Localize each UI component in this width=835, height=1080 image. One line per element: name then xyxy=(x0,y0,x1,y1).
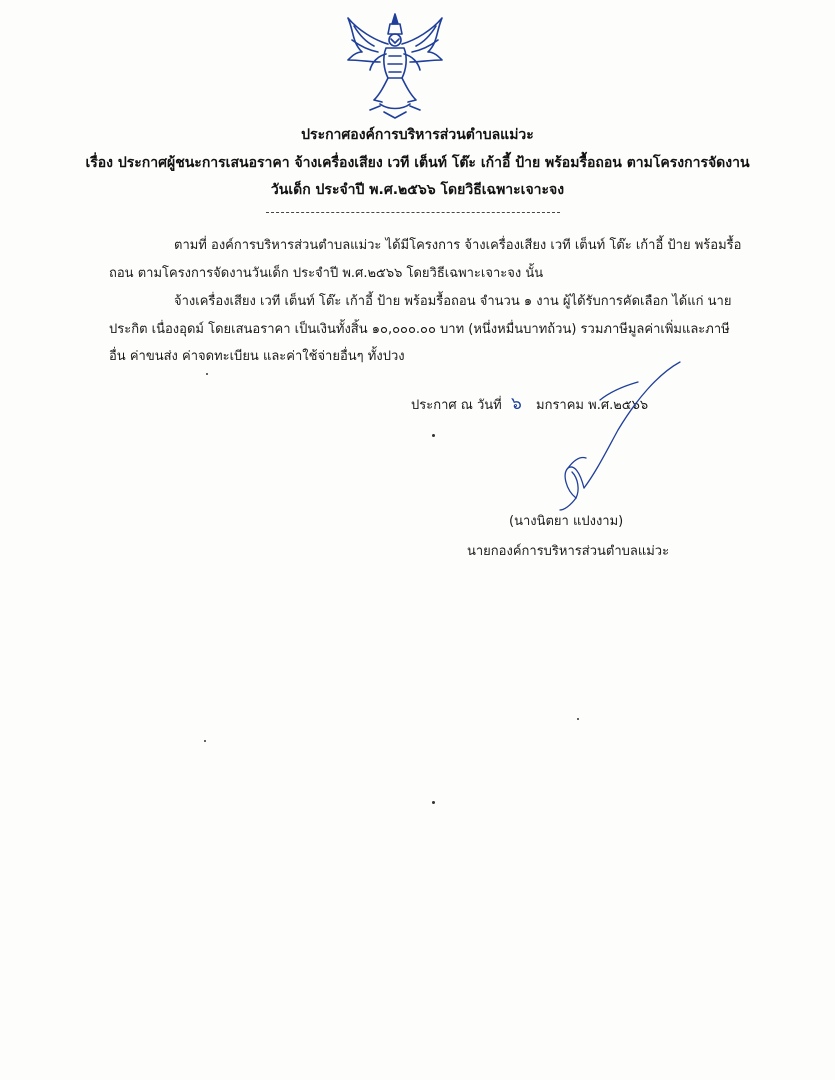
handwritten-signature xyxy=(540,360,710,520)
signer-position: นายกองค์การบริหารส่วนตำบลแม่วะ xyxy=(467,544,670,559)
subject-line-2: วันเด็ก ประจำปี พ.ศ.๒๕๖๖ โดยวิธีเฉพาะเจาะจง xyxy=(270,182,565,198)
scan-speck xyxy=(432,434,435,437)
signer-name: (นางนิตยา แปงงาม) xyxy=(509,514,624,529)
paragraph-2-line-2: ประกิต เนื่องอุดม์ โดยเสนอราคา เป็นเงินทั้งสิ้น ๑๐,๐๐๐.๐๐ บาท (หนึ่งหมื่นบาทถ้วน) รวมภาษีมูลค่าเพิ่มและภาษี xyxy=(109,322,730,337)
scan-speck xyxy=(206,373,208,375)
garuda-emblem-icon xyxy=(340,10,450,120)
paragraph-1-line-2: ถอน ตามโครงการจัดงานวันเด็ก ประจำปี พ.ศ.๒๕๖๖ โดยวิธีเฉพาะเจาะจง นั้น xyxy=(109,266,544,281)
subject-line-1: เรื่อง ประกาศผู้ชนะการเสนอราคา จ้างเครื่องเสียง เวที เต็นท์ โต๊ะ เก้าอี้ ป้าย พร้อมรื้อถอน ตามโครงการจัดงาน xyxy=(85,155,750,171)
date-month-year: มกราคม พ.ศ.๒๕๖๖ xyxy=(536,398,649,413)
date-day-handwritten: ๖ xyxy=(511,394,522,414)
paragraph-2-line-3: อื่น ค่าขนส่ง ค่าจดทะเบียน และค่าใช้จ่ายอื่นๆ ทั้งปวง xyxy=(109,349,405,364)
paragraph-2-line-1: จ้างเครื่องเสียง เวที เต็นท์ โต๊ะ เก้าอี้ ป้าย พร้อมรื้อถอน จำนวน ๑ งาน ผู้ได้รับการคัดเลือก ได้แก่ นาย xyxy=(174,294,732,309)
paragraph-1-line-1: ตามที่ องค์การบริหารส่วนตำบลแม่วะ ได้มีโครงการ จ้างเครื่องเสียง เวที เต็นท์ โต๊ะ เก้าอี้ ป้าย พร้อมรื้อ xyxy=(174,238,742,253)
announcement-title: ประกาศองค์การบริหารส่วนตำบลแม่วะ xyxy=(301,127,534,143)
separator-line xyxy=(266,212,560,213)
scan-speck xyxy=(432,801,435,804)
date-prefix: ประกาศ ณ วันที่ xyxy=(411,398,502,413)
scan-speck xyxy=(577,718,579,720)
scan-speck xyxy=(204,740,206,742)
